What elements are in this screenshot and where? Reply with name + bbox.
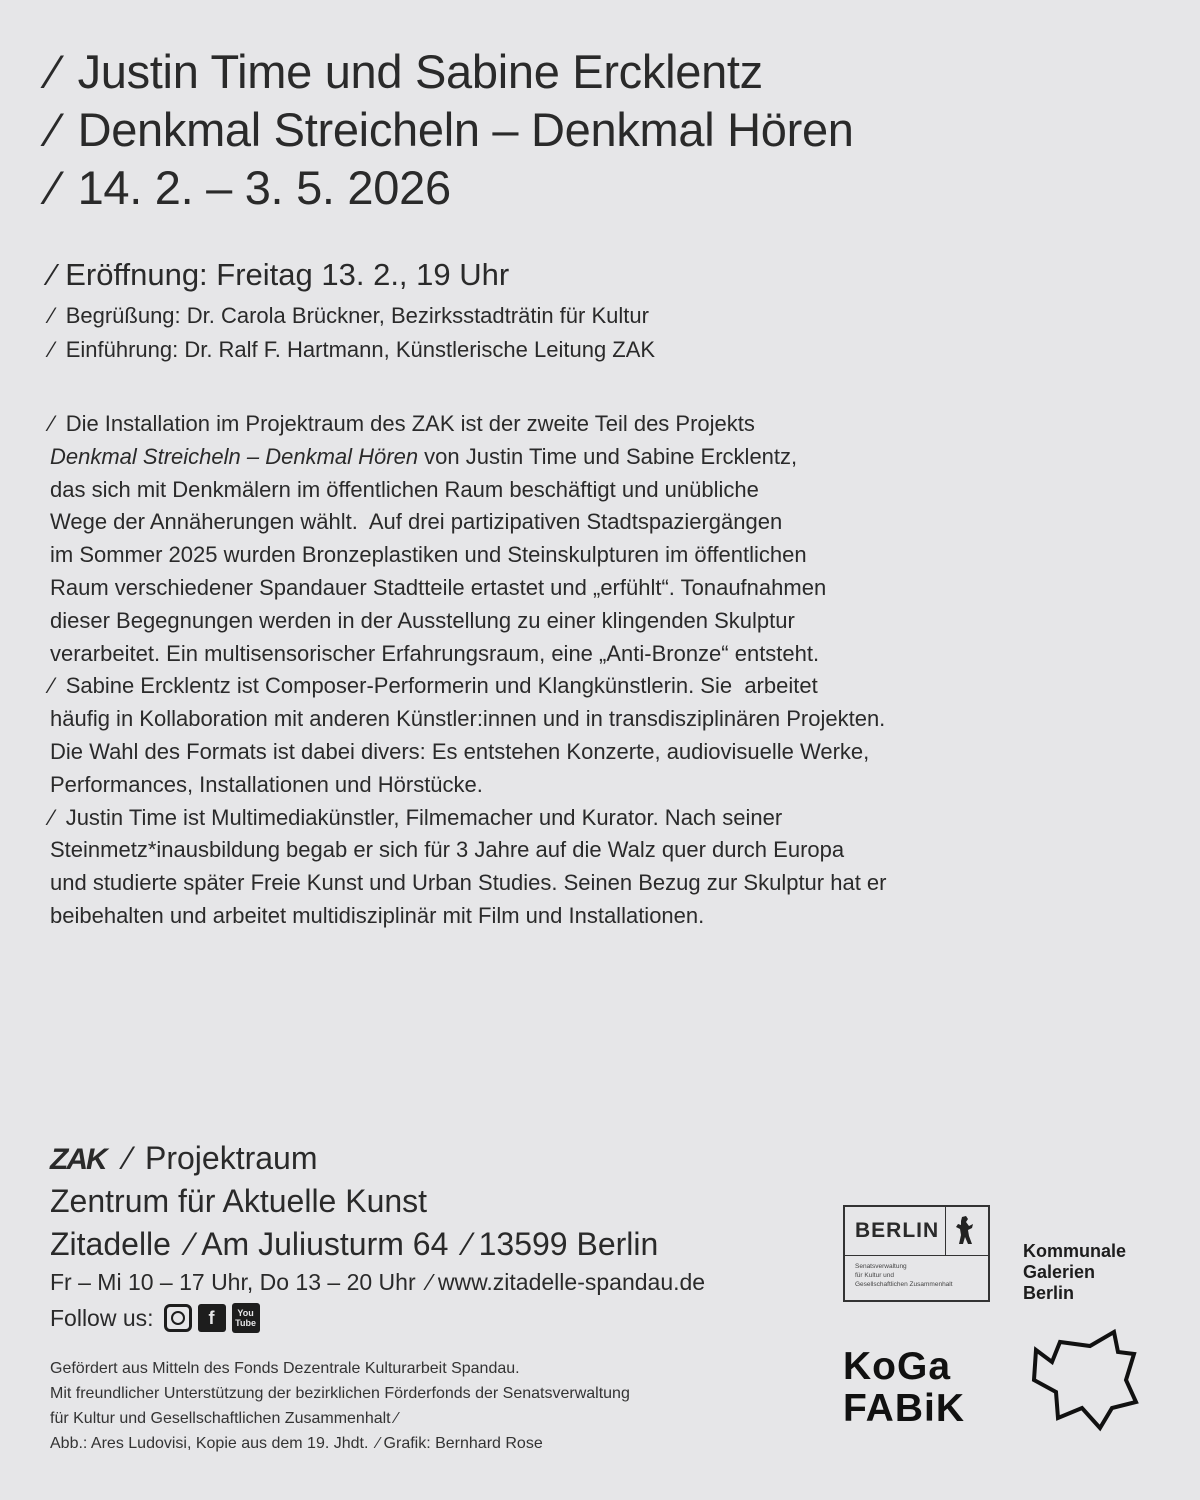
dates-text: 14. 2. – 3. 5. 2026	[77, 161, 451, 214]
slash-mark: ⁄	[50, 45, 58, 98]
hours-text: Fr – Mi 10 – 17 Uhr, Do 13 – 20 Uhr	[50, 1269, 416, 1295]
slash-mark: ⁄	[465, 1226, 471, 1262]
slash-mark: ⁄	[50, 161, 58, 214]
opening-text: Eröffnung: Freitag 13. 2., 19 Uhr	[65, 257, 510, 292]
slash-mark: ⁄	[50, 804, 54, 830]
greeting-text: Begrüßung: Dr. Carola Brückner, Bezirksstadträtin für Kultur	[65, 303, 649, 328]
body-text: Die Installation im Projektraum des ZAK ist der zweite Teil des Projekts	[65, 411, 755, 436]
body-line: Raum verschiedener Spandauer Stadtteile ertastet und „erfühlt“. Tonaufnahmen	[50, 574, 827, 600]
address-part: Zitadelle	[50, 1226, 171, 1262]
address	[50, 1224, 658, 1264]
youtube-tube: Tube	[235, 1318, 256, 1328]
address-part: Am Juliusturm 64	[201, 1226, 449, 1262]
koga-fabik-logo	[843, 1346, 965, 1430]
body-line: beibehalten und arbeitet multidisziplinär mit Film und Installationen.	[50, 902, 705, 928]
body-line	[50, 670, 1010, 703]
slash-mark: ⁄	[187, 1226, 194, 1262]
body-line: und studierte später Freie Kunst und Urban Studies. Seinen Bezug zur Skulptur hat er	[50, 870, 887, 896]
senate-text: für Kultur und	[855, 1272, 895, 1279]
body-line: verarbeitet. Ein multisensorischer Erfahrungsraum, eine „Anti-Bronze“ entsteht.	[50, 640, 820, 666]
youtube-you: You	[237, 1308, 254, 1318]
berlin-word: BERLIN	[855, 1219, 940, 1242]
senate-text: Gesellschaftlichen Zusammenhalt	[855, 1281, 953, 1288]
follow-label: Follow us:	[50, 1305, 154, 1331]
website-link[interactable]: www.zitadelle-spandau.de	[437, 1269, 706, 1295]
body-text: von Justin Time und Sabine Ercklentz,	[418, 443, 798, 469]
credits-line: Gefördert aus Mitteln des Fonds Dezentrale Kulturarbeit Spandau.	[50, 1360, 520, 1377]
kommunale-text: Galerien	[1023, 1262, 1096, 1282]
slash-mark: ⁄	[125, 1140, 131, 1176]
credits-line	[50, 1431, 630, 1456]
body-line: häufig in Kollaboration mit anderen Künstler:innen und in transdisziplinären Projekten.	[50, 706, 886, 732]
body-line	[50, 802, 1010, 835]
body-text: Justin Time ist Multimediakünstler, Filmemacher und Kurator. Nach seiner	[65, 804, 783, 830]
koga-text: KoGa	[843, 1345, 952, 1388]
description-body	[50, 408, 1010, 933]
follow-us	[50, 1302, 260, 1334]
instagram-icon[interactable]	[164, 1304, 192, 1332]
artists-text: Justin Time und Sabine Ercklentz	[77, 45, 763, 98]
body-line	[50, 441, 1010, 474]
senate-text: Senatsverwaltung	[855, 1263, 907, 1270]
credits-text: Grafik: Bernhard Rose	[383, 1435, 543, 1452]
credits-text: Abb.: Ares Ludovisi, Kopie aus dem 19. Jhdt.	[50, 1435, 369, 1452]
header-line-title	[50, 101, 854, 159]
kommunale-galerien-logo	[1023, 1241, 1126, 1304]
body-line: Die Wahl des Formats ist dabei divers: Es entstehen Konzerte, audiovisuelle Werke,	[50, 738, 870, 764]
slash-mark: ⁄	[395, 1410, 398, 1427]
opening-greeting	[50, 301, 649, 331]
body-line: das sich mit Denkmälern im öffentlichen Raum beschäftigt und unübliche	[50, 476, 759, 502]
berlin-senate-logo	[843, 1205, 990, 1302]
slash-mark: ⁄	[50, 257, 56, 292]
title-text: Denkmal Streicheln – Denkmal Hören	[77, 103, 854, 156]
center-name: Zentrum für Aktuelle Kunst	[50, 1183, 428, 1219]
address-part: 13599 Berlin	[478, 1226, 659, 1262]
projektraum-label: Projektraum	[145, 1140, 318, 1176]
citadel-outline-icon	[1030, 1328, 1140, 1433]
berlin-bear-icon	[945, 1207, 984, 1255]
slash-mark: ⁄	[50, 337, 54, 362]
body-line: im Sommer 2025 wurden Bronzeplastiken und Steinskulpturen im öffentlichen	[50, 542, 807, 568]
credits-line: Mit freundlicher Unterstützung der bezirklichen Förderfonds der Senatsverwaltung	[50, 1385, 630, 1402]
zak-logo: ZAK	[50, 1143, 106, 1176]
slash-mark: ⁄	[50, 303, 54, 328]
kommunale-text: Berlin	[1023, 1283, 1075, 1303]
body-text: Sabine Ercklentz ist Composer-Performerin und Klangkünstlerin. Sie arbeitet	[65, 673, 818, 699]
body-line	[50, 408, 1010, 441]
header-line-artists	[50, 43, 763, 101]
intro-text: Einführung: Dr. Ralf F. Hartmann, Künstlerische Leitung ZAK	[65, 337, 656, 362]
slash-mark: ⁄	[50, 103, 58, 156]
facebook-icon[interactable]	[198, 1304, 226, 1332]
project-title-italic: Denkmal Streicheln – Denkmal Hören	[50, 443, 419, 469]
youtube-icon[interactable]	[232, 1303, 260, 1333]
slash-mark: ⁄	[428, 1269, 432, 1295]
opening-title	[50, 255, 509, 295]
opening-hours	[50, 1266, 705, 1298]
body-line: Wege der Annäherungen wählt. Auf drei partizipativen Stadtspaziergängen	[50, 509, 783, 535]
body-line: Performances, Installationen und Hörstücke.	[50, 771, 483, 797]
zak-projektraum	[50, 1138, 318, 1180]
slash-mark: ⁄	[376, 1435, 380, 1452]
slash-mark: ⁄	[50, 411, 54, 436]
body-line: dieser Begegnungen werden in der Ausstellung zu einer klingenden Skulptur	[50, 607, 795, 633]
credits-line	[50, 1406, 630, 1431]
credits-text: für Kultur und Gesellschaftlichen Zusammenhalt	[50, 1410, 391, 1427]
kommunale-text: Kommunale	[1023, 1241, 1127, 1261]
credits	[50, 1356, 630, 1456]
berlin-senate-text	[845, 1256, 988, 1289]
slash-mark: ⁄	[50, 673, 54, 699]
fabik-text: FABiK	[843, 1387, 965, 1430]
opening-intro	[50, 335, 655, 365]
body-line: Steinmetz*inausbildung begab er sich für 3 Jahre auf die Walz quer durch Europa	[50, 837, 845, 863]
facebook-letter: f	[208, 1308, 215, 1328]
header-line-dates	[50, 159, 451, 217]
